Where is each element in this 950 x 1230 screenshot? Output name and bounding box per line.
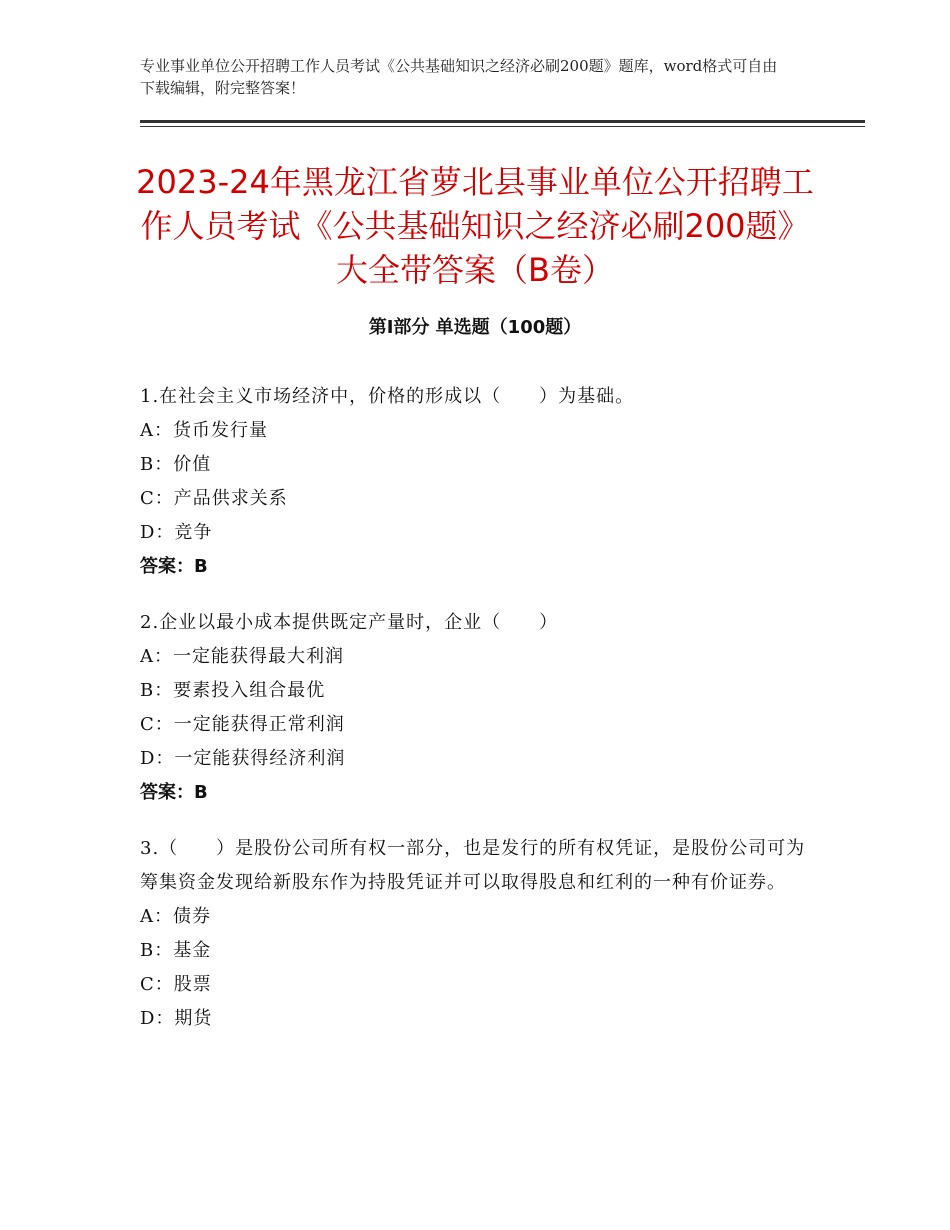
option-b: B：价值 <box>140 454 212 475</box>
option-b: B：要素投入组合最优 <box>140 680 326 701</box>
question-stem: 2.企业以最小成本提供既定产量时，企业（ ） <box>140 612 559 633</box>
question-list <box>140 380 810 1058</box>
question-stem: 1.在社会主义市场经济中，价格的形成以（ ）为基础。 <box>140 386 635 407</box>
question-stem: 3.（ ）是股份公司所有权一部分，也是发行的所有权凭证，是股份公司可为筹集资金发现给新股东作为持股凭证并可以取得股息和红利的一种有价证券。 <box>140 838 806 893</box>
option-d: D：竞争 <box>140 522 213 543</box>
question-1 <box>140 380 810 584</box>
answer: 答案：B <box>140 556 208 577</box>
document-title: 2023-24年黑龙江省萝北县事业单位公开招聘工作人员考试《公共基础知识之经济必刷200题》大全带答案（B卷） <box>136 163 814 289</box>
option-a: A：一定能获得最大利润 <box>140 646 344 667</box>
option-c: C：股票 <box>140 974 212 995</box>
option-d: D：一定能获得经济利润 <box>140 748 346 769</box>
option-c: C：产品供求关系 <box>140 488 288 509</box>
option-a: A：债券 <box>140 906 211 927</box>
question-2 <box>140 606 810 810</box>
header-divider-thick <box>140 120 865 123</box>
option-a: A：货币发行量 <box>140 420 268 441</box>
option-b: B：基金 <box>140 940 212 961</box>
option-c: C：一定能获得正常利润 <box>140 714 345 735</box>
header-note: 专业事业单位公开招聘工作人员考试《公共基础知识之经济必刷200题》题库，word格式可自由下载编辑，附完整答案！ <box>140 57 778 97</box>
answer: 答案：B <box>140 782 208 803</box>
option-d: D：期货 <box>140 1008 213 1029</box>
header-divider-thin <box>140 126 865 127</box>
section-title: 第Ⅰ部分 单选题（100题） <box>368 317 582 338</box>
question-3 <box>140 832 810 1036</box>
